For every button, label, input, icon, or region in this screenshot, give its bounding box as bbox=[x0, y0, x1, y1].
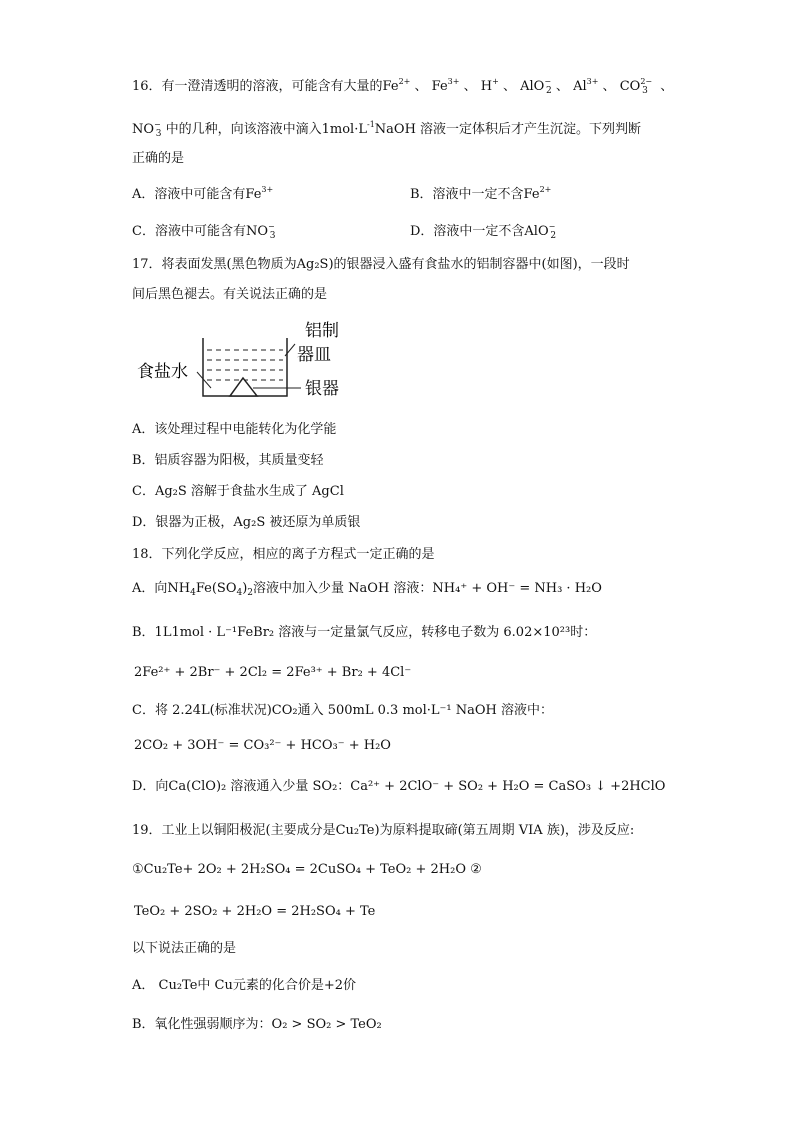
q18-option-b-equation: 2Fe²⁺ + 2Br⁻ + 2Cl₂ = 2Fe³⁺ + Br₂ + 4Cl⁻ bbox=[134, 665, 412, 680]
q19-equation-1: ①Cu₂Te+ 2O₂ + 2H₂SO₄ = 2CuSO₄ + TeO₂ + 2H₂O ② bbox=[132, 862, 482, 877]
q17-line-2: 间后黑色褪去。有关说法正确的是 bbox=[132, 287, 328, 302]
q18-option-c[interactable]: C．将 2.24L(标准状况)CO₂通入 500mL 0.3 mol·L⁻¹ NaOH 溶液中： bbox=[132, 703, 553, 718]
q19-equation-2: TeO₂ + 2SO₂ + 2H₂O = 2H₂SO₄ + Te bbox=[134, 904, 376, 919]
fig-label-aluminum-1: 铝制 bbox=[305, 321, 339, 341]
formula-nh4fe-so4-2: $NH_4Fe(SO_4)_2$ bbox=[167, 581, 254, 598]
q16-stem-prefix: 16．有一澄清透明的溶液，可能含有大量的 bbox=[132, 79, 383, 94]
ion-alo2: AlO−$_2$ bbox=[520, 77, 552, 96]
ion-fe2: $Fe^{2+}$ bbox=[382, 77, 411, 94]
q18-option-a[interactable]: A．向$NH_4Fe(SO_4)_2$溶液中加入少量 NaOH 溶液：NH₄⁺ + OH⁻ = NH₃ · H₂O bbox=[132, 581, 602, 598]
q16-option-c[interactable]: C．溶液中可能含有$NO^-_3$ bbox=[132, 222, 276, 241]
q17-option-c[interactable]: C．Ag₂S 溶解于食盐水生成了 AgCl bbox=[132, 484, 344, 499]
q16-option-b[interactable]: B．溶液中一定不含$Fe^{2+}$ bbox=[410, 185, 552, 202]
q18-option-c-equation: 2CO₂ + 3OH⁻ = CO₃²⁻ + HCO₃⁻ + H₂O bbox=[134, 738, 391, 753]
q18-option-b[interactable]: B．1L1mol · L⁻¹FeBr₂ 溶液与一定量氯气反应，转移电子数为 6.02×10²³时： bbox=[132, 625, 597, 640]
q16-line-2 bbox=[132, 116, 641, 143]
q18-stem: 18．下列化学反应，相应的离子方程式一定正确的是 bbox=[132, 547, 435, 562]
fig-label-silverware: 银器 bbox=[305, 379, 339, 399]
unit-exponent: -1 bbox=[366, 120, 375, 129]
q19-prompt: 以下说法正确的是 bbox=[132, 941, 237, 956]
q18-option-d[interactable]: D．向Ca(ClO)₂ 溶液通入少量 SO₂：Ca²⁺ + 2ClO⁻ + SO₂ + H₂O = CaSO₃ ↓ +2HClO bbox=[132, 779, 666, 794]
q16-option-d[interactable]: D．溶液中一定不含AlO−$_2$ bbox=[410, 222, 557, 241]
electrochemistry-figure bbox=[135, 318, 355, 404]
q17-line-1: 17．将表面发黑(黑色物质为Ag₂S)的银器浸入盛有食盐水的铝制容器中(如图)，一段时 bbox=[132, 257, 630, 272]
q16-line-1: 16．有一澄清透明的溶液，可能含有大量的$Fe^{2+}$ 、 $Fe^{3+}$ 、 H+ 、 AlO−$_2$ 、 $Al^{3+}$ 、 $CO^{2-}_3$ 、 bbox=[132, 77, 674, 96]
ion-no3: $NO^-_3$ bbox=[132, 120, 162, 139]
q16-option-a[interactable]: A．溶液中可能含有$Fe^{3+}$ bbox=[132, 185, 274, 202]
q16-line-3: 正确的是 bbox=[132, 151, 185, 166]
q17-option-d[interactable]: D．银器为正极，Ag₂S 被还原为单质银 bbox=[132, 515, 361, 530]
fig-label-aluminum-2: 器皿 bbox=[297, 345, 331, 365]
ion-h: H+ bbox=[480, 77, 499, 94]
q19-option-b[interactable]: B．氧化性强弱顺序为：O₂ > SO₂ > TeO₂ bbox=[132, 1017, 382, 1032]
q19-stem: 19．工业上以铜阳极泥(主要成分是Cu₂Te)为原料提取碲(第五周期 VIA 族)，涉及反应: bbox=[132, 823, 635, 838]
ion-al3: $Al^{3+}$ bbox=[573, 77, 599, 94]
q16-stem-tail: NaOH 溶液一定体积后才产生沉淀。下列判断 bbox=[374, 122, 642, 137]
ion-co3: $CO^{2-}_3$ bbox=[619, 77, 653, 96]
q19-option-a[interactable]: A． Cu₂Te中 Cu元素的化合价是+2价 bbox=[132, 978, 357, 993]
q17-option-b[interactable]: B．铝质容器为阳极，其质量变轻 bbox=[132, 453, 324, 468]
ion-fe3: $Fe^{3+}$ bbox=[431, 77, 460, 94]
q17-option-a[interactable]: A．该处理过程中电能转化为化学能 bbox=[132, 422, 337, 437]
fig-label-salt-water: 食盐水 bbox=[137, 362, 188, 382]
q16-stem-text: 中的几种，向该溶液中滴入1mol·L bbox=[165, 122, 367, 137]
